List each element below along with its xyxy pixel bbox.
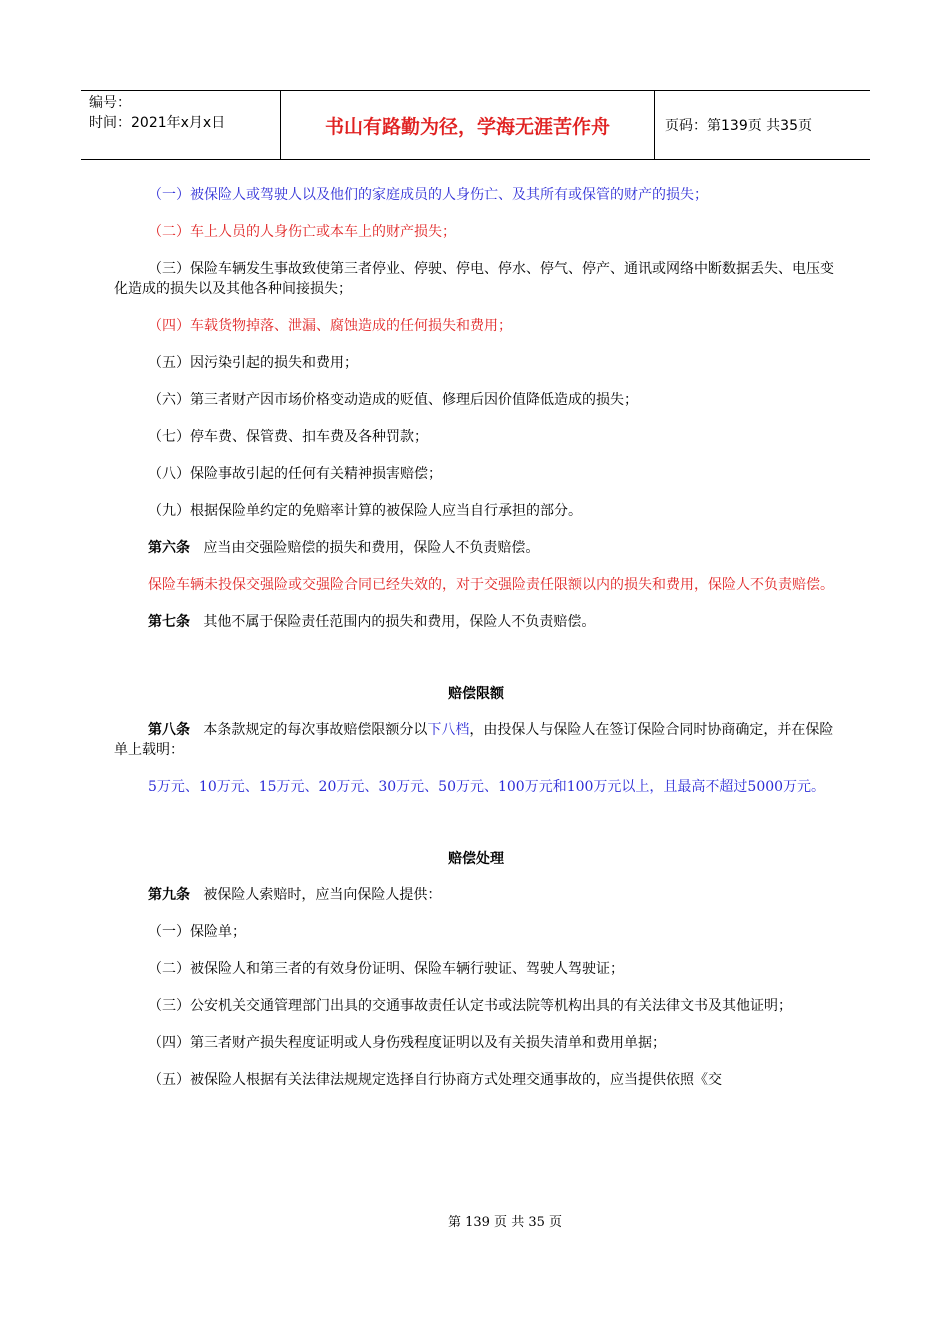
section-title-claims: 赔偿处理 bbox=[448, 851, 504, 867]
exclusion-item-5: （五）因污染引起的损失和费用； bbox=[148, 355, 358, 371]
header-meta bbox=[81, 91, 281, 159]
claim-item-2: （二）被保险人和第三者的有效身份证明、保险车辆行驶证、驾驶人驾驶证； bbox=[148, 961, 624, 977]
motto-text: 书山有路勤为径，学海无涯苦作舟 bbox=[324, 115, 610, 138]
article-7-text: 其他不属于保险责任范围内的损失和费用，保险人不负责赔偿。 bbox=[203, 614, 596, 630]
article-8-text-a: 本条款规定的每次事故赔偿限额分以 bbox=[203, 722, 428, 738]
article-7 bbox=[114, 612, 838, 632]
article-9-label: 第九条 bbox=[148, 887, 190, 903]
claim-item-3: （三）公安机关交通管理部门出具的交通事故责任认定书或法院等机构出具的有关法律文书及其他证明； bbox=[148, 998, 792, 1014]
page-info-text: 页码：第139页 共35页 bbox=[665, 118, 812, 134]
exclusion-item-6: （六）第三者财产因市场价格变动造成的贬值、修理后因价值降低造成的损失； bbox=[148, 392, 638, 408]
article-6-note: 保险车辆未投保交强险或交强险合同已经失效的，对于交强险责任限额以内的损失和费用，保险人不负责赔偿。 bbox=[148, 577, 834, 593]
section-title-limits: 赔偿限额 bbox=[448, 686, 504, 702]
article-6-text: 应当由交强险赔偿的损失和费用，保险人不负责赔偿。 bbox=[203, 540, 540, 556]
exclusion-item-9: （九）根据保险单约定的免赔率计算的被保险人应当自行承担的部分。 bbox=[148, 503, 582, 519]
article-9 bbox=[114, 885, 838, 905]
claim-item-4: （四）第三者财产损失程度证明或人身伤残程度证明以及有关损失清单和费用单据； bbox=[148, 1035, 666, 1051]
article-8-text-b: 下八档 bbox=[427, 722, 470, 738]
article-7-label: 第七条 bbox=[148, 614, 190, 630]
exclusion-item-4: （四）车载货物掉落、泄漏、腐蚀造成的任何损失和费用； bbox=[148, 318, 512, 334]
header-motto bbox=[281, 91, 655, 159]
exclusion-item-8: （八）保险事故引起的任何有关精神损害赔偿； bbox=[148, 466, 442, 482]
exclusion-item-3: （三）保险车辆发生事故致使第三者停业、停驶、停电、停水、停气、停产、通讯或网络中断数据丢失、电压变化造成的损失以及其他各种间接损失； bbox=[114, 261, 834, 297]
exclusion-item-7: （七）停车费、保管费、扣车费及各种罚款； bbox=[148, 429, 428, 445]
limits-amounts: 5万元、10万元、15万元、20万元、30万元、50万元、100万元和100万元以上，且最高不超过5000万元。 bbox=[148, 779, 826, 795]
document-body bbox=[114, 185, 838, 1090]
page-header bbox=[81, 90, 870, 160]
claim-item-1: （一）保险单； bbox=[148, 924, 246, 940]
exclusion-item-2: （二）车上人员的人身伤亡或本车上的财产损失； bbox=[148, 224, 456, 240]
article-6 bbox=[114, 538, 838, 558]
article-8-label: 第八条 bbox=[148, 722, 190, 738]
article-8 bbox=[114, 720, 838, 760]
article-8-text-c: ，由投保人与保险人在签订保险合同时协商确定，并在保险单上载明： bbox=[114, 722, 834, 758]
exclusion-item-1: （一）被保险人或驾驶人以及他们的家庭成员的人身伤亡、及其所有或保管的财产的损失； bbox=[148, 187, 708, 203]
article-6-label: 第六条 bbox=[148, 540, 190, 556]
page-footer: 第 139 页 共 35 页 bbox=[447, 1215, 563, 1230]
article-9-text: 被保险人索赔时，应当向保险人提供： bbox=[203, 887, 442, 903]
header-page-info bbox=[655, 91, 870, 159]
claim-item-5: （五）被保险人根据有关法律法规规定选择自行协商方式处理交通事故的，应当提供依照《交 bbox=[148, 1072, 722, 1088]
document-time-label: 时间：2021年x月x日 bbox=[89, 115, 226, 131]
document-number-label: 编号： bbox=[89, 95, 131, 111]
